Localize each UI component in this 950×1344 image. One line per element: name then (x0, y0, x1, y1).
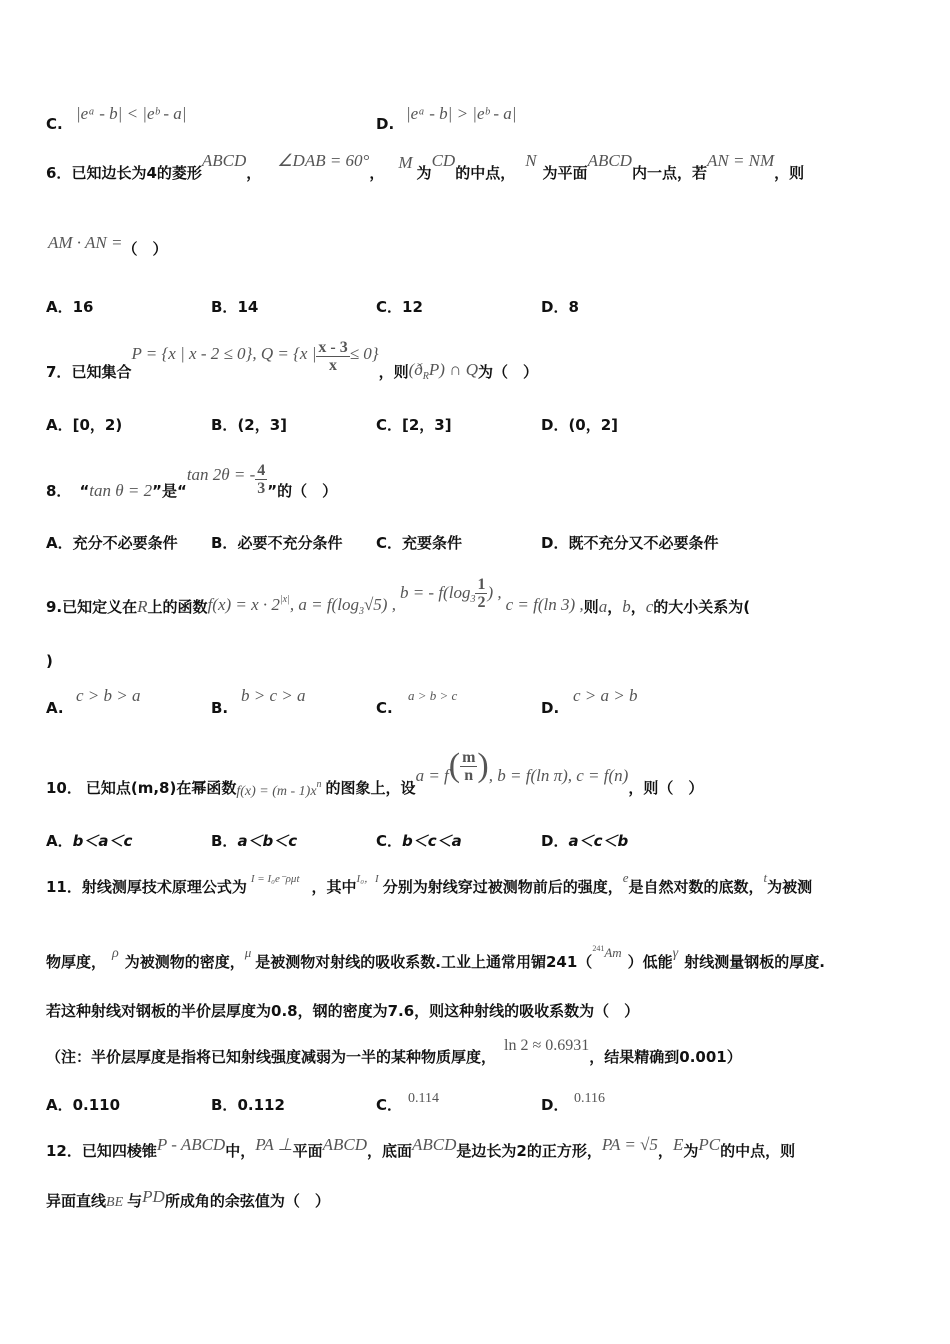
option-label: C． (376, 1096, 403, 1114)
question-text: （注：半价层厚度是指将已知射线强度减弱为一半的某种物质厚度， (46, 1048, 497, 1066)
option-label: B． (211, 1096, 238, 1114)
option-label: D． (541, 832, 569, 850)
question-number: 10． (46, 778, 82, 797)
math: (ð (408, 360, 423, 379)
q8-option-b (211, 532, 342, 553)
punct: ， (369, 164, 385, 182)
q11-option-a (46, 1094, 120, 1115)
math: AM · AN = (48, 233, 123, 252)
math: PD (142, 1187, 165, 1206)
question-text: 为被测物的密度， (124, 953, 245, 971)
paren-right: ) (477, 747, 489, 784)
math-sub: R (422, 371, 429, 382)
option-text: 8 (568, 298, 579, 316)
math-sub: 3 (358, 606, 364, 617)
question-text: ，则（ ） (628, 778, 704, 797)
question-number: 11． (46, 878, 82, 896)
punct: ”是“ (152, 482, 187, 500)
q7-option-c (376, 414, 452, 435)
question-text: 已知四棱锥 (81, 1142, 157, 1160)
question-text: 已知定义在 (62, 598, 138, 616)
q8-option-a (46, 532, 178, 553)
denominator: 3 (257, 480, 266, 497)
option-text: 16 (72, 298, 94, 316)
option-label: D. (541, 699, 560, 717)
option-text: 12 (402, 298, 423, 316)
math: b = - f(log (399, 583, 471, 602)
option-text: 14 (237, 298, 259, 316)
question-text: 已知集合 (71, 363, 132, 381)
fraction (255, 462, 267, 497)
math: M (398, 153, 413, 172)
math: tan θ = 2 (89, 481, 153, 500)
numerator: 1 (477, 576, 486, 593)
question-text: 则 (583, 598, 599, 616)
math: c (645, 597, 654, 616)
question-number: 9. (46, 598, 63, 616)
question-text: 为（ ） (478, 363, 539, 381)
math-sup: n (316, 778, 322, 790)
option-label: C. (376, 699, 393, 717)
punct: ， (630, 598, 646, 616)
question-number: 8． (46, 482, 72, 500)
math: tan 2θ = - (186, 465, 256, 484)
q10-option-b (211, 830, 297, 851)
math: γ (672, 946, 679, 961)
q8-option-d (541, 532, 718, 553)
question-text: 的大小关系为( (653, 598, 751, 616)
q7-option-a (46, 414, 122, 435)
math: N (525, 151, 537, 170)
question-9-close: ) (46, 652, 53, 670)
option-label: A． (46, 832, 73, 850)
fraction (475, 576, 487, 611)
question-text: 分别为射线穿过被测物前后的强度， (382, 878, 623, 896)
q9-option-c (376, 699, 393, 717)
option-text: b＜c＜a (402, 832, 462, 850)
option-label: C． (376, 298, 403, 316)
denominator: x (329, 357, 338, 374)
q7-option-b (211, 414, 287, 435)
math: AN = NM (706, 151, 775, 170)
question-8 (46, 450, 338, 500)
question-text: 射线测量钢板的厚度. (684, 953, 825, 971)
math: E (672, 1135, 684, 1154)
question-text: ，则 (378, 363, 409, 381)
math: ≤ 0} (349, 344, 379, 363)
question-number: 6． (46, 164, 72, 182)
option-text: [0，2) (72, 416, 123, 434)
q9-option-a-text: c > b > a (76, 686, 141, 705)
question-text: 为 (683, 1142, 699, 1160)
question-text: 是边长为2的正方形， (456, 1142, 602, 1160)
math: PC (698, 1135, 721, 1154)
q9-option-d (541, 699, 559, 717)
option-label: D． (541, 1096, 569, 1114)
math-sub: 3 (470, 594, 476, 605)
fraction (316, 339, 349, 374)
option-text: [2，3] (402, 416, 452, 434)
option-label: D． (541, 534, 569, 552)
option-label: C. (46, 115, 63, 133)
question-text: 为平面 (542, 164, 588, 182)
option-label: C． (376, 416, 403, 434)
math-sup: 241 (592, 944, 605, 953)
option-text: a＜b＜c (237, 832, 298, 850)
question-text: 是自然对数的底数， (628, 878, 764, 896)
option-text: 0.112 (237, 1096, 285, 1114)
q9-option-b-text: b > c > a (241, 686, 306, 705)
question-text: 已知点(m,8)在幂函数 (85, 778, 237, 797)
q9-option-c-text: a > b > c (408, 688, 458, 703)
question-text: ，则 (774, 164, 805, 182)
question-text: ）低能 (627, 953, 673, 971)
q6-option-b (211, 296, 258, 317)
option-text: 必要不充分条件 (237, 534, 343, 552)
option-label: B． (211, 416, 238, 434)
option-label: C． (376, 832, 403, 850)
question-text: 上的函数 (147, 598, 208, 616)
math: P = {x | x - 2 ≤ 0} (131, 344, 253, 363)
question-text: 已知边长为4的菱形 (71, 164, 202, 182)
q10-option-a (46, 830, 132, 851)
question-text: 中， (225, 1142, 256, 1160)
question-text: 所成角的余弦值为（ ） (164, 1192, 330, 1210)
option-label: B． (211, 298, 238, 316)
q9-option-b (211, 699, 228, 717)
q8-option-c (376, 532, 462, 553)
question-12-line2 (46, 1187, 330, 1211)
math: μ (244, 945, 252, 960)
math: a = f (415, 765, 449, 785)
math: ABCD (587, 151, 632, 170)
question-6-line1 (46, 151, 805, 183)
punct: ， (607, 598, 623, 616)
paren-left: ( (448, 747, 461, 784)
math: P - ABCD (156, 1135, 226, 1154)
q11-option-d (541, 1094, 568, 1115)
math: CD (431, 151, 456, 170)
question-12-line1 (46, 1135, 796, 1161)
q11-option-b (211, 1094, 285, 1115)
option-c-top (46, 114, 63, 133)
question-11-line2 (46, 944, 825, 972)
math: PA = √5 (601, 1135, 658, 1154)
question-text: 异面直线 (46, 1192, 107, 1210)
option-text: a＜c＜b (568, 832, 629, 850)
question-text: 的中点，则 (720, 1142, 796, 1160)
option-text: b＜a＜c (72, 832, 133, 850)
option-label: A． (46, 1096, 73, 1114)
question-text: ，结果精确到0.001） (589, 1048, 742, 1066)
math: Am (604, 945, 622, 960)
math: f(x) = x · 2 (207, 595, 280, 614)
math: P) ∩ Q (428, 360, 478, 379)
question-11-line1 (46, 870, 813, 897)
math: ) , (487, 583, 502, 602)
question-6-line2 (46, 233, 168, 259)
question-9 (46, 570, 751, 617)
q11-option-c (376, 1094, 402, 1115)
math: ABCD (412, 1135, 457, 1154)
math: BE (106, 1195, 124, 1210)
q10-option-d (541, 830, 628, 851)
q9-option-d-text: c > a > b (573, 686, 638, 705)
option-label: D． (541, 298, 569, 316)
option-d-top-expr: |eᵃ - b| > |eᵇ - a| (406, 104, 517, 123)
question-11-line3: 若这种射线对钢板的半价层厚度为0.8，钢的密度为7.6，则这种射线的吸收系数为（ ） (46, 1002, 640, 1020)
math: f(x) = (m - 1)x (236, 783, 317, 799)
option-label: A． (46, 298, 73, 316)
fraction (460, 749, 477, 784)
question-7 (46, 337, 539, 382)
math: I = I₀e⁻ρμt (250, 873, 300, 885)
math: , Q = {x | (252, 344, 317, 363)
question-text: 为被测 (767, 878, 813, 896)
option-label: B． (211, 832, 238, 850)
numerator: x - 3 (318, 339, 348, 356)
denominator: n (464, 766, 474, 784)
punct: ， (657, 1142, 673, 1160)
question-text: 与 (127, 1192, 143, 1210)
math: e (622, 870, 629, 885)
question-text: 射线测厚技术原理公式为 (81, 878, 247, 896)
option-text: 充要条件 (402, 534, 463, 552)
question-text: 为 (416, 164, 432, 182)
q10-option-c (376, 830, 462, 851)
math-sup: |x| (279, 594, 290, 605)
question-text: ，底面 (366, 1142, 412, 1160)
numerator: 4 (257, 462, 266, 479)
math: a (598, 597, 608, 616)
denominator: 2 (477, 594, 486, 611)
q6-option-d (541, 296, 579, 317)
q9-option-a (46, 699, 64, 717)
q6-option-a (46, 296, 93, 317)
q11-option-d-text: 0.116 (574, 1091, 605, 1106)
question-10 (46, 747, 704, 799)
option-c-top-expr: |eᵃ - b| < |eᵇ - a| (76, 104, 187, 123)
option-label: A． (46, 416, 73, 434)
punct: ， (246, 164, 262, 182)
q6-option-c (376, 296, 423, 317)
punct: “ (79, 482, 90, 500)
question-text: （ ） (122, 240, 168, 258)
option-text: (2，3] (237, 416, 288, 434)
math: ln 2 ≈ 0.6931 (504, 1037, 590, 1054)
math: ABCD (322, 1135, 367, 1154)
question-text: 的中点， (455, 164, 516, 182)
q11-option-c-text: 0.114 (408, 1091, 439, 1106)
math: ABCD (201, 151, 247, 170)
math: R (137, 597, 148, 616)
math: √5) , (363, 595, 396, 614)
math: ρ (112, 946, 119, 961)
option-label: A. (46, 699, 64, 717)
option-d-top (376, 114, 394, 133)
option-label: C． (376, 534, 403, 552)
q7-option-d (541, 414, 618, 435)
math: ∠DAB = 60° (277, 151, 370, 170)
option-text: 充分不必要条件 (72, 534, 178, 552)
question-text: 内一点，若 (631, 164, 707, 182)
question-text: 的图象上，设 (325, 778, 416, 797)
math: PA ⊥ (255, 1135, 293, 1154)
math: , a = f(log (289, 595, 359, 614)
math: b (622, 597, 631, 616)
option-label: B. (211, 699, 229, 717)
math: t (763, 870, 768, 885)
question-text: ，其中 (311, 878, 357, 896)
question-text: 物厚度， (46, 953, 107, 971)
math: I₀，I (356, 873, 379, 885)
question-number: 12． (46, 1142, 82, 1160)
question-text: 平面 (292, 1142, 323, 1160)
numerator: m (462, 748, 476, 766)
option-label: A． (46, 534, 73, 552)
question-text: 是被测物对射线的吸收系数.工业上通常用镅241（ (255, 953, 593, 971)
question-text: ”的（ ） (267, 482, 338, 500)
option-label: D． (541, 416, 569, 434)
option-text: 既不充分又不必要条件 (568, 534, 719, 552)
question-number: 7． (46, 363, 72, 381)
math: , b = f(ln π), c = f(n) (488, 765, 629, 785)
math: c = f(ln 3) , (505, 595, 584, 614)
option-text: (0，2] (568, 416, 619, 434)
option-label: B． (211, 534, 238, 552)
option-label: D. (376, 115, 395, 133)
option-text: 0.110 (72, 1096, 121, 1114)
question-11-note (46, 1037, 742, 1067)
